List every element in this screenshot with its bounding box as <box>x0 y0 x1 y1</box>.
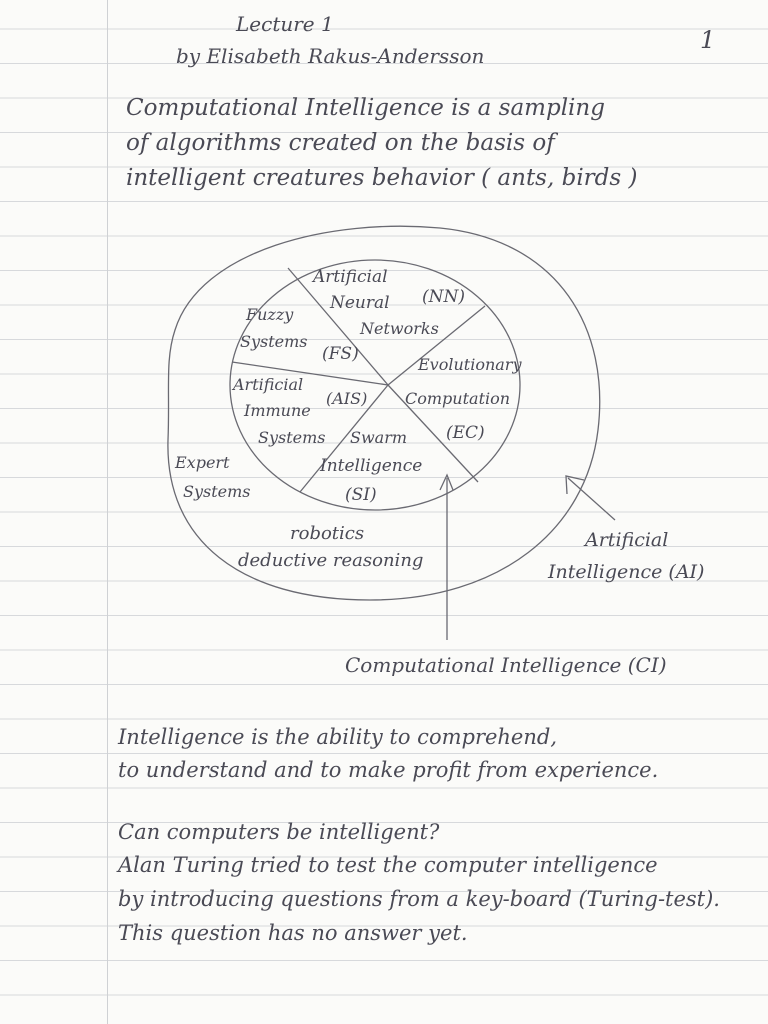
si-label-line2: Intelligence <box>320 456 423 476</box>
robotics-label: robotics <box>290 523 365 544</box>
expert-label-line1: Expert <box>175 453 230 472</box>
definition-line-3: intelligent creatures behavior ( ants, birds ) <box>126 165 638 191</box>
fs-label-line1: Fuzzy <box>246 305 294 324</box>
ec-label-line1: Evolutionary <box>418 355 522 374</box>
question-line-4: This question has no answer yet. <box>118 921 468 945</box>
fs-abbrev: (FS) <box>322 344 359 364</box>
nn-label-line1: Artificial <box>313 267 388 287</box>
nn-label-line3: Networks <box>360 319 439 338</box>
ais-label-line2: Immune <box>244 401 311 420</box>
definition-line-1: Computational Intelligence is a sampling <box>126 95 605 121</box>
page-number: 1 <box>700 26 716 54</box>
ci-label: Computational Intelligence (CI) <box>345 653 667 677</box>
nn-abbrev: (NN) <box>422 287 466 307</box>
ec-abbrev: (EC) <box>446 423 485 443</box>
lecture-author: by Elisabeth Rakus-Andersson <box>176 44 485 68</box>
ais-label-line1: Artificial <box>233 375 304 394</box>
intelligence-def-line-1: Intelligence is the ability to comprehend, <box>118 725 558 749</box>
question-line-2: Alan Turing tried to test the computer intelligence <box>118 853 658 877</box>
ais-label-line3: Systems <box>258 428 326 447</box>
deductive-reasoning-label: deductive reasoning <box>238 550 424 571</box>
intelligence-def-line-2: to understand and to make profit from experience. <box>118 758 659 782</box>
si-label-line1: Swarm <box>350 428 408 447</box>
definition-line-2: of algorithms created on the basis of <box>126 130 555 156</box>
ai-label-line1: Artificial <box>585 529 669 551</box>
expert-label-line2: Systems <box>183 482 251 501</box>
ai-label-line2: Intelligence (AI) <box>548 561 705 583</box>
fs-label-line2: Systems <box>240 332 308 351</box>
ais-abbrev: (AIS) <box>326 389 368 408</box>
question-line-1: Can computers be intelligent? <box>118 820 440 844</box>
question-line-3: by introducing questions from a key-board (Turing-test). <box>118 887 720 911</box>
nn-label-line2: Neural <box>330 293 390 313</box>
si-abbrev: (SI) <box>345 485 377 505</box>
ec-label-line2: Computation <box>405 389 511 408</box>
lecture-title: Lecture 1 <box>236 12 334 36</box>
